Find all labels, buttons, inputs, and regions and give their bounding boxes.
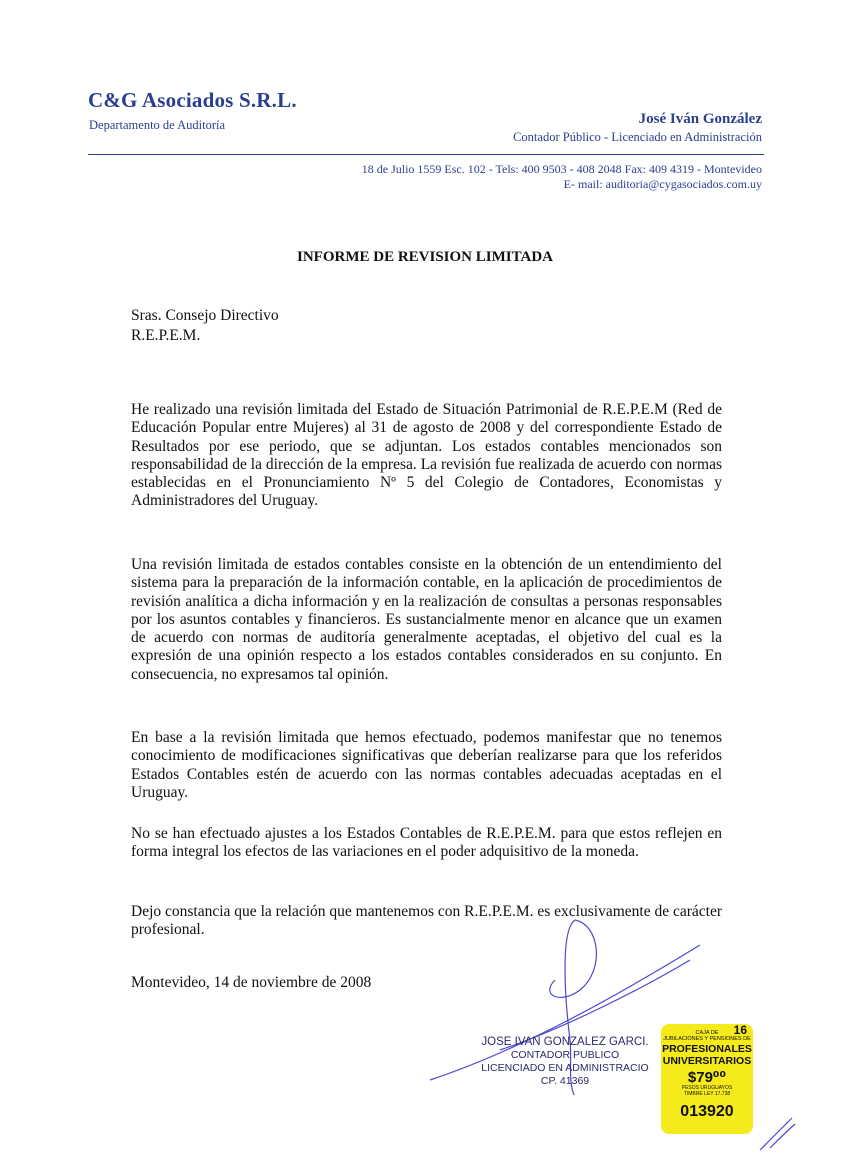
seal-timbre: TIMBRE LEY 17.738 [683,1090,731,1097]
stamp-license: CP. 41369 [540,1075,590,1087]
report-title: INFORME DE REVISION LIMITADA [297,249,553,265]
accountant-title: Contador Público - Licenciado en Administración [513,130,762,144]
seal-price: $79⁰⁰ [687,1069,727,1086]
city-and-date: Montevideo, 14 de noviembre de 2008 [131,974,372,991]
accountant-stamp [470,1036,660,1088]
stamp-title: CONTADOR PUBLICO [510,1049,620,1061]
stamp-degree: LICENCIADO EN ADMINISTRACIO [481,1062,649,1074]
recipient-line-1: Sras. Consejo Directivo [131,307,279,324]
seal-pesos: PESOS URUGUAYOS [681,1085,733,1091]
seal-jubilaciones: JUBILACIONES Y PENSIONES DE [663,1036,751,1042]
paragraph-1: He realizado una revisión limitada del Estado de Situación Patrimonial de R.E.P.E.M (Red de Educación Popular entre Mujeres) al 31 de agosto de 2008 y del correspondiente Estado de Resultados por ese periodo, que se adjuntan. Los estados contables mencionados son responsabilidad de la dirección de la empresa. La revisión fue realizada de acuerdo con normas establecidas en el Pronunciamiento Nº 5 del Colegio de Contadores, Economistas y Administradores del Uruguay. [131,401,722,510]
paragraph-4: No se han efectuado ajustes a los Estados Contables de R.E.P.E.M. para que estos reflejen en forma integral los efectos de las variaciones en el poder adquisitivo de la moneda. [131,825,722,861]
seal-line-1: PROFESIONALES [662,1043,752,1055]
stamp-name: JOSE IVAN GONZALEZ GARCI. [481,1036,649,1048]
email-line: E- mail: auditoria@cygasociados.com.uy [563,177,762,191]
professional-fee-seal [661,1024,753,1134]
seal-caja: CAJA DE [695,1030,719,1036]
address-line: 18 de Julio 1559 Esc. 102 - Tels: 400 9503 - 408 2048 Fax: 409 4319 - Montevideo [361,162,762,176]
paragraph-3: En base a la revisión limitada que hemos efectuado, podemos manifestar que no tenemos conocimiento de modificaciones significativas que deberían realizarse para que los referidos Estados Contables estén de acuerdo con las normas contables adecuadas aceptadas en el Uruguay. [131,729,722,801]
company-name: C&G Asociados S.R.L. [88,88,297,112]
paragraph-5: Dejo constancia que la relación que mantenemos con R.E.P.E.M. es exclusivamente de carácter profesional. [131,903,722,939]
department: Departamento de Auditoría [89,118,226,132]
paragraph-2: Una revisión limitada de estados contables consiste en la obtención de un entendimiento del sistema para la preparación de la información contable, en la aplicación de procedimientos de revisión analítica a dicha información y en la realización de consultas a personas responsables por los asuntos contables y financieros. Es sustancialmente menor en alcance que un examen de acuerdo con normas de auditoría generalmente aceptadas, el objetivo del cual es la expresión de una opinión respecto a los estados contables considerados en su conjunto. En consecuencia, no expresamos tal opinión. [131,556,722,683]
seal-serial: 013920 [680,1103,734,1120]
recipient-line-2: R.E.P.E.M. [131,327,201,344]
accountant-name: José Iván González [638,111,762,127]
seal-line-2: UNIVERSITARIOS [662,1055,752,1067]
seal-number: 16 [733,1023,747,1037]
